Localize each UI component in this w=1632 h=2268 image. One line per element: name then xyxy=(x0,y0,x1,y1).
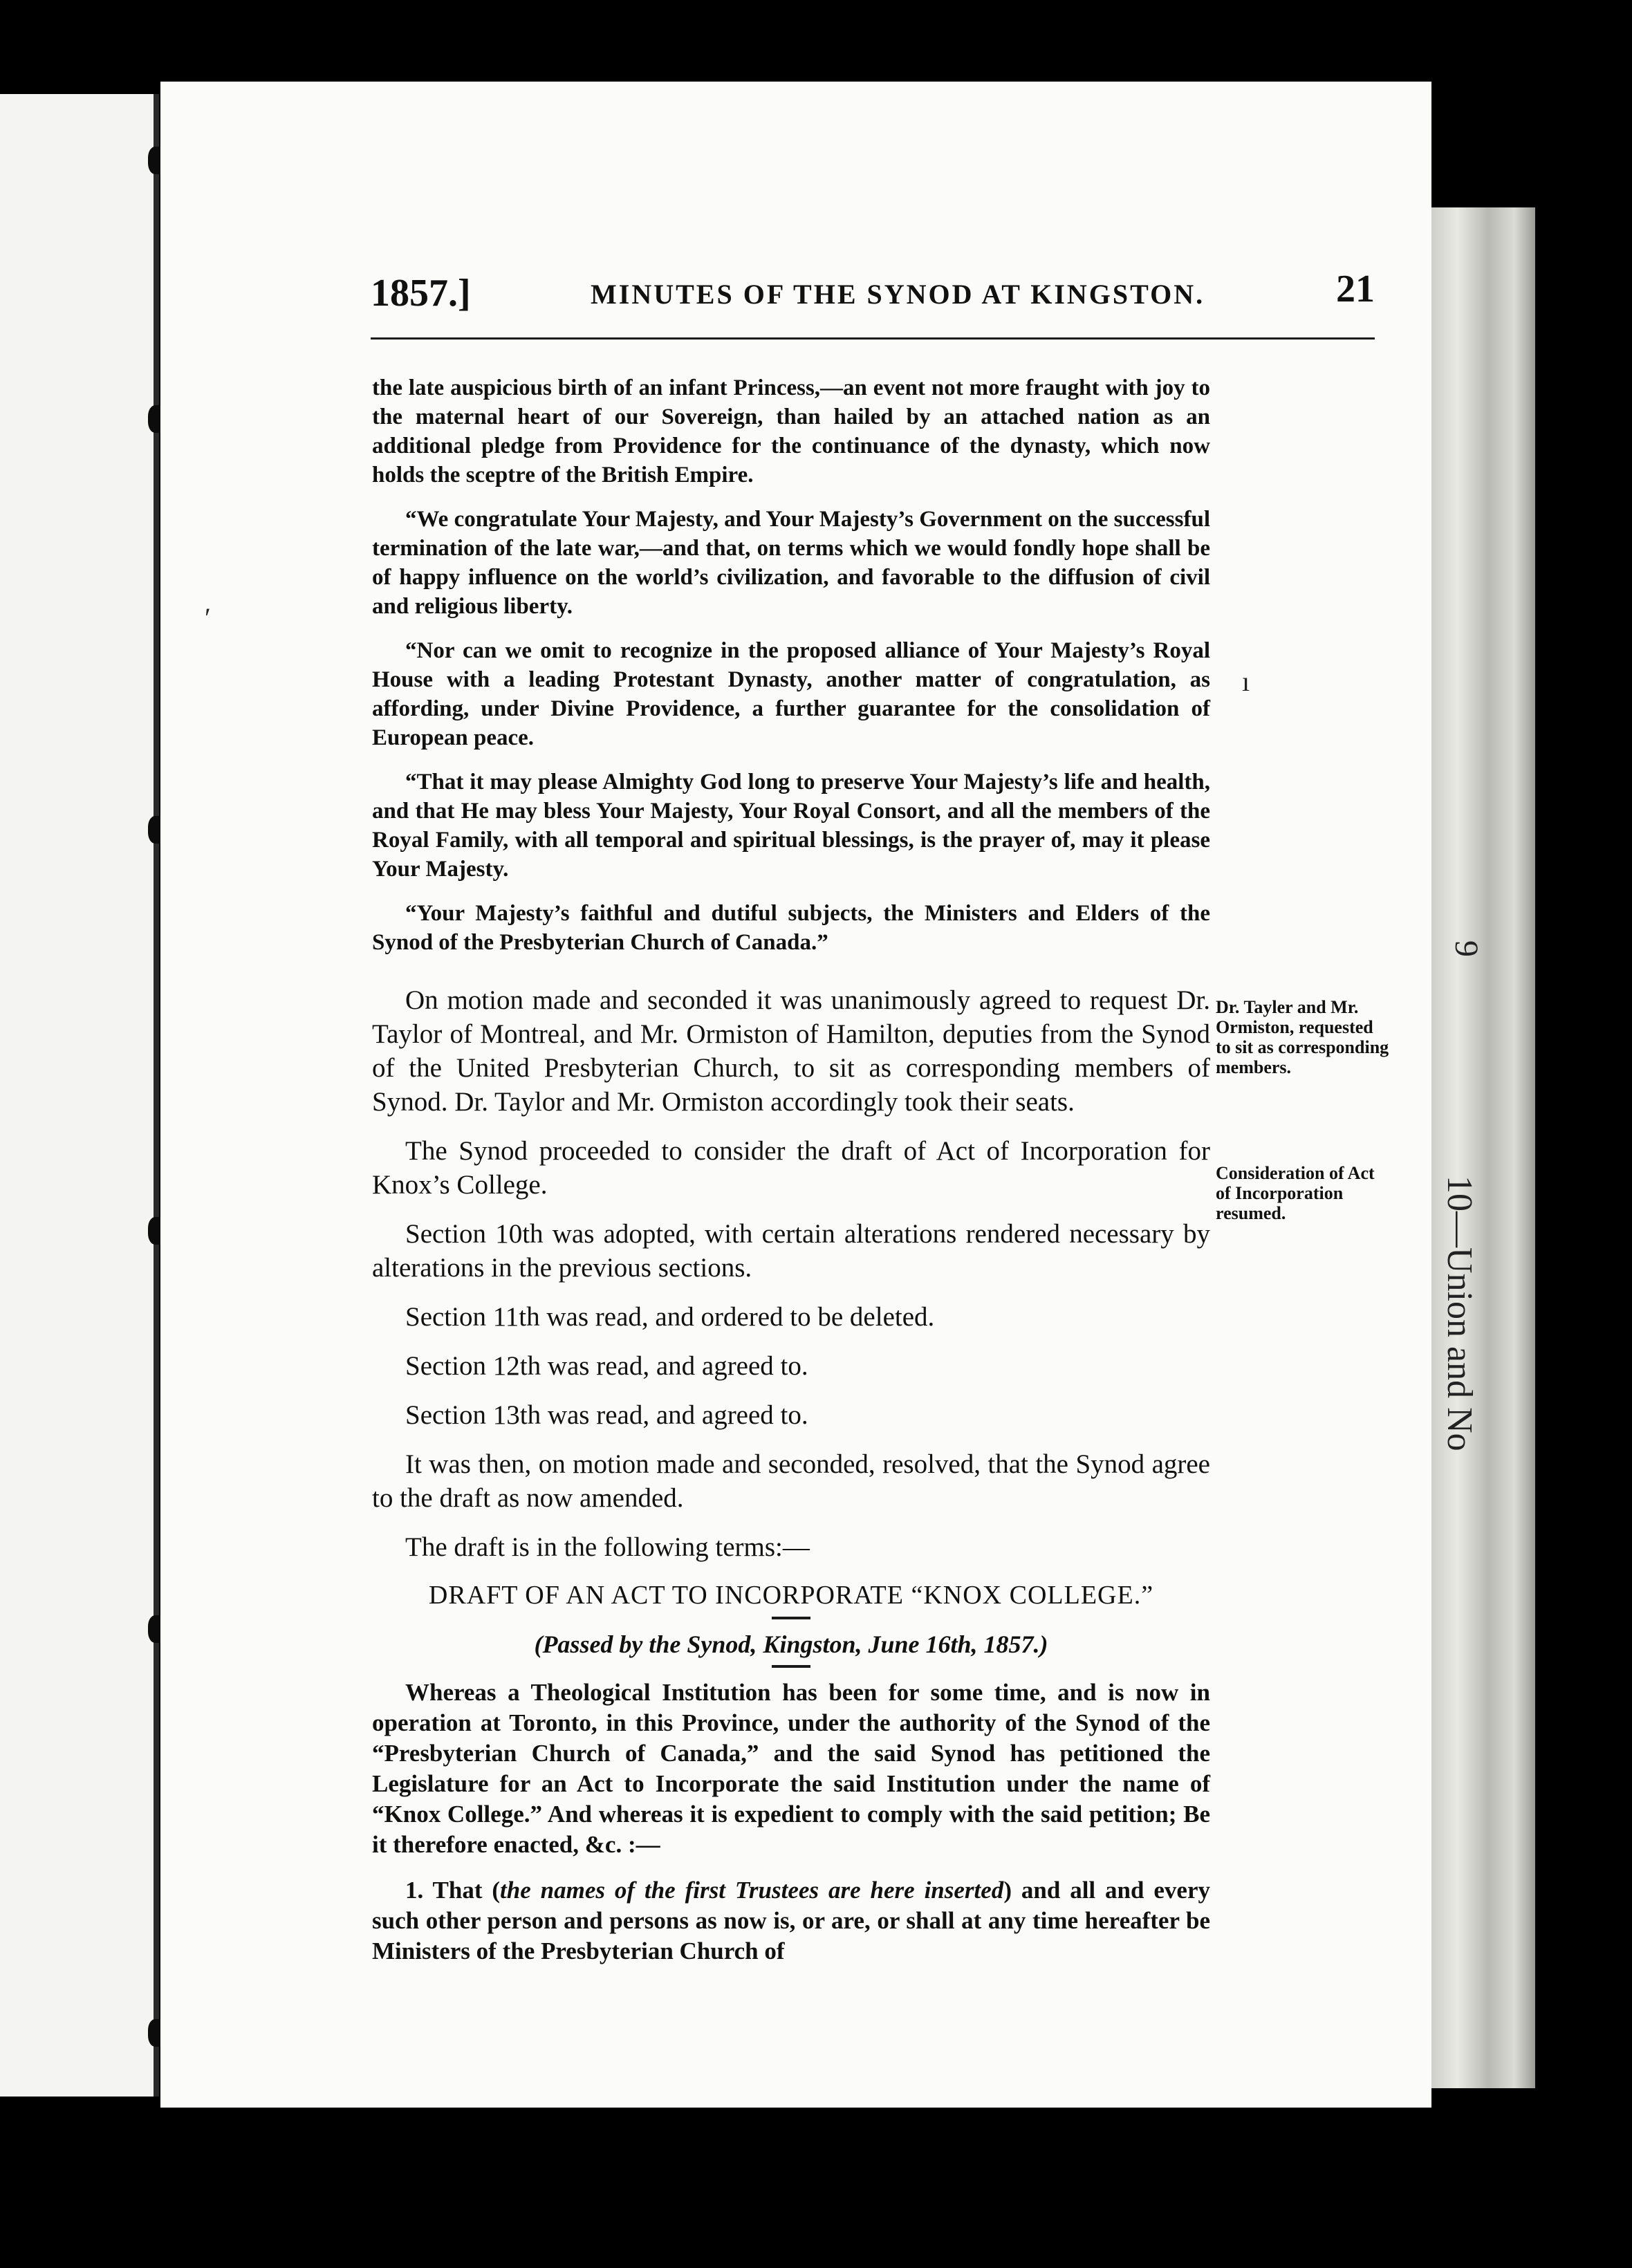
main-text-column xyxy=(372,373,1210,1982)
page-number: 21 xyxy=(1336,268,1375,310)
strip-label: 10—Union and No xyxy=(1440,1175,1479,1451)
passed-line: (Passed by the Synod, Kingston, June 16th, 1857.) xyxy=(534,1630,1048,1658)
paragraph-whereas: Whereas a Theological Institution has been for some time, and is now in operation at Toronto, in this Province, under the authority of the Synod of the “Presbyterian Church of Canada,” and the said Synod has petitioned the Legislature for an Act to Incorporate the said Institution under the name of “Knox College.” And whereas it is expedient to comply with the said petition; Be it therefore enacted, &c. :— xyxy=(372,1679,1210,1858)
paragraph-section-13: Section 13th was read, and agreed to. xyxy=(405,1400,808,1430)
paragraph-section-10: Section 10th was adopted, with certain alterations rendered necessary by alterations in the previous sections. xyxy=(372,1219,1210,1283)
adjacent-page-strip xyxy=(1431,207,1535,2088)
paragraph-corresponding-members: On motion made and seconded it was unanimously agreed to request Dr. Taylor of Montreal, and Mr. Ormiston of Hamilton, deputies from the Synod of the United Presbyterian Church, to sit as corresponding members of Synod. Dr. Taylor and Mr. Ormiston accordingly took their seats. xyxy=(372,985,1210,1117)
paragraph-section-1 xyxy=(372,1875,1210,1967)
title-rule xyxy=(772,1665,810,1668)
paragraph-signature: “Your Majesty’s faithful and dutiful subjects, the Ministers and Elders of the Synod of the Presbyterian Church of Canada.” xyxy=(372,901,1210,955)
paragraph-draft-consideration: The Synod proceeded to consider the draft of Act of Incorporation for Knox’s College. xyxy=(372,1136,1210,1200)
book-gutter xyxy=(154,94,159,2097)
stray-mark: ı xyxy=(1242,666,1250,697)
paragraph-section-12: Section 12th was read, and agreed to. xyxy=(405,1351,808,1381)
draft-title: DRAFT OF AN ACT TO INCORPORATE “KNOX COLLEGE.” xyxy=(428,1581,1154,1610)
paragraph-address-continuation: the late auspicious birth of an infant Princess,—an event not more fraught with joy to the maternal heart of our Sovereign, than hailed by an attached nation as an additional pledge from Providence for the continuance of the dynasty, which now holds the sceptre of the British Empire. xyxy=(372,375,1210,487)
running-header xyxy=(371,268,1375,319)
margin-note-consideration: Consideration of Act of Incorporation resumed. xyxy=(1216,1163,1375,1223)
header-title: MINUTES OF THE SYNOD AT KINGSTON. xyxy=(591,279,1205,310)
stray-mark: ′ xyxy=(205,602,211,633)
paragraph-prayer: “That it may please Almighty God long to preserve Your Majesty’s life and health, and that He may bless Your Majesty, Your Royal Consort, and all the members of the Royal Family, with all temporal and spiritual blessings, is the prayer of, may it please Your Majesty. xyxy=(372,770,1210,882)
facing-page-edge xyxy=(0,94,156,2097)
title-rule xyxy=(772,1617,810,1619)
section-1-italic: the names of the first Trustees are here inserted xyxy=(500,1877,1004,1904)
margin-note-corresponding-members: Dr. Tayler and Mr. Ormiston, requested to sit as corresponding members. xyxy=(1216,997,1389,1077)
section-1-start: 1. That ( xyxy=(405,1877,501,1904)
paragraph-section-11: Section 11th was read, and ordered to be deleted. xyxy=(405,1302,935,1332)
section-1-end: ) and all and every such other person and persons as now is, or are, or shall at any time hereafter be Ministers of the Presbyterian Church of xyxy=(372,1877,1210,1964)
paragraph-resolution: It was then, on motion made and seconded, resolved, that the Synod agree to the draft as now amended. xyxy=(372,1449,1210,1513)
paragraph-draft-terms: The draft is in the following terms:— xyxy=(405,1532,810,1562)
header-year: 1857.] xyxy=(371,272,471,315)
paragraph-congratulate: “We congratulate Your Majesty, and Your Majesty’s Government on the successful termination of the late war,—and that, on terms which we would fondly hope shall be of happy influence on the world’s civilization, and favorable to the diffusion of civil and religious liberty. xyxy=(372,507,1210,619)
header-rule xyxy=(371,337,1375,340)
paragraph-alliance: “Nor can we omit to recognize in the proposed alliance of Your Majesty’s Royal House with a leading Protestant Dynasty, another matter of congratulation, as affording, under Divine Providence, a further guarantee for the consolidation of European peace. xyxy=(372,638,1210,750)
strip-number: 9 xyxy=(1448,940,1485,957)
